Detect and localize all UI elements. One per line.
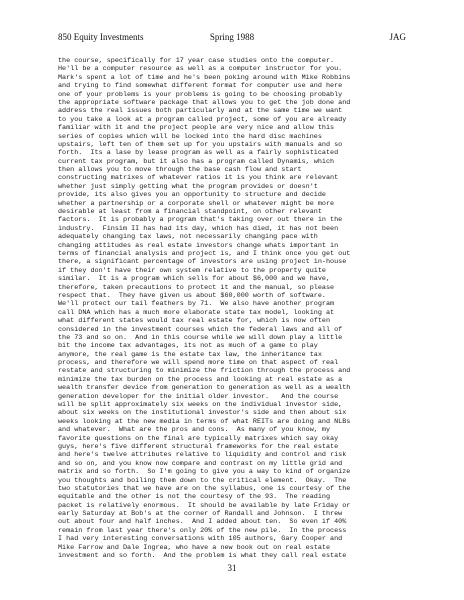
transcript-line: current tax program, but it also has a program called Dynamis, which xyxy=(58,157,335,166)
transcript-line: favorite questions on the final are typically matrixes which say okay xyxy=(58,434,339,443)
transcript-body xyxy=(58,57,414,561)
transcript-line: remain from last year there's only 20% of the new pile. In the process xyxy=(58,526,347,535)
transcript-line: I had very interesting conversations with 105 authors, Gary Cooper and xyxy=(58,535,343,544)
transcript-line: call DNA which has a much more elaborate state tax model, looking at xyxy=(58,308,335,317)
transcript-line: industry. Finsim II has had its day, which has died, it has not been xyxy=(58,224,339,233)
transcript-line: two statutories that we have are on the syllabus, one is courtesy of the xyxy=(58,484,351,493)
page-header xyxy=(58,32,406,44)
transcript-line: desirable at least from a financial standpoint, on other relevant xyxy=(58,208,322,217)
transcript-line: whether a partnership or a corporate shell or whatever might be more xyxy=(58,199,335,208)
transcript-line: and whatever. What are the pros and cons. As many of you know, my xyxy=(58,426,331,435)
transcript-line: He'll be a computer resource as well as a computer instructor for you. xyxy=(58,65,343,74)
transcript-line: generation developer for the initial older investor. And the course xyxy=(58,392,339,401)
transcript-line: one of your problems is your problems is going to be choosing probably xyxy=(58,90,343,99)
transcript-line: respect that. They have given us about $60,000 worth of software. xyxy=(58,291,326,300)
transcript-line: provide, its also gives you an opportunity to structure and decide xyxy=(58,191,326,200)
transcript-line: early Saturday at Bob's at the corner of Randall and Johnson. I threw xyxy=(58,510,343,519)
transcript-line: therefore, taken precautions to protect it and the manual, so please xyxy=(58,283,335,292)
transcript-line: the appropriate software package that allows you to get the job done and xyxy=(58,98,351,107)
transcript-line: adequately changing tax laws, not necessarily changing pace with xyxy=(58,233,318,242)
transcript-line: about six weeks on the institutional investor's side and then about six xyxy=(58,409,347,418)
transcript-line: investment and so forth. And the problem is what they call real estate xyxy=(58,552,347,561)
transcript-line: Mark's spent a lot of time and he's been poking around with Mike Robbins xyxy=(58,73,351,82)
transcript-line: We'll protect our tail feathers by 71. We also have another program xyxy=(58,300,335,309)
transcript-line: familiar with it and the project people are very nice and allow this xyxy=(58,124,335,133)
transcript-line: then allows you to move through the base cash flow and start xyxy=(58,166,302,175)
transcript-line: considered in the investment courses which the federal laws and all of xyxy=(58,325,343,334)
transcript-line: the course, specifically for 17 year case studies onto the computer. xyxy=(58,57,335,65)
transcript-line: forth. Its a lase by lease program as well as a fairly sophisticated xyxy=(58,149,339,158)
transcript-line: minimize the tax burden on the process and looking at real estate as a xyxy=(58,375,343,384)
author-initials: JAG xyxy=(389,32,406,42)
term-label: Spring 1988 xyxy=(209,32,255,42)
transcript-line: will be split approximately six weeks on the individual investor side, xyxy=(58,401,343,410)
transcript-line: Mike Farrow and Dale Ingrea, who have a new book out on real estate xyxy=(58,543,331,552)
course-title: 850 Equity Investments xyxy=(58,32,144,42)
transcript-line: terms of financial analysis and project is, and I think once you get out xyxy=(58,249,351,258)
transcript-line: bit the income tax advantages, its not as much of a game to play xyxy=(58,342,318,351)
transcript-line: weeks looking at the new media in terms of what REITs are doing and NLBs xyxy=(58,417,351,426)
transcript-line: the 73 and so on. And in this course while we will down play a little xyxy=(58,333,343,342)
transcript-line: changing attitudes as real estate investors change whats important in xyxy=(58,241,339,250)
transcript-line: you thoughts and boiling them down to the critical element. Okay. The xyxy=(58,476,347,485)
transcript-line: out about four and half inches. And I added about ten. So even if 40% xyxy=(58,518,347,527)
transcript-line: process, and therefore we will spend more time on that aspect of real xyxy=(58,359,339,368)
transcript-line: equitable and the other is not the courtesy of the 93. The reading xyxy=(58,493,331,502)
transcript-line: what different states would tax real estate for, which is now often xyxy=(58,317,331,326)
transcript-line: and trying to find somewhat different format for computer use and here xyxy=(58,82,343,91)
transcript-line: wealth transfer device from generation to generation as well as a wealth xyxy=(58,384,351,393)
transcript-line: similar. It is a program which sells for about $6,000 and we have, xyxy=(58,275,331,284)
transcript-line: restate and structuring to minimize the friction through the process and xyxy=(58,367,351,376)
transcript-line: whether just simply getting what the program provides or doesn't xyxy=(58,182,318,191)
transcript-line: and so on, and you know now compare and contrast on my little grid and xyxy=(58,459,343,468)
transcript-line: to you take a look at a program called project, some of you are already xyxy=(58,115,347,124)
transcript-line: there, a significant percentage of investors are using project in-house xyxy=(58,258,347,267)
transcript-line: series of copies which will be locked into the hard disc machines xyxy=(58,132,322,141)
transcript-line: packet is relatively enormous. It should be available by late Friday or xyxy=(58,501,351,510)
transcript-line: upstairs, left ten of them set up for you upstairs with manuals and so xyxy=(58,140,343,149)
transcript-line: and here's twelve attributes relative to liquidity and control and risk xyxy=(58,451,347,460)
transcript-line: if they don't have their own system relative to the property quite xyxy=(58,266,326,275)
page-number: 31 xyxy=(227,563,237,573)
transcript-line: factors. It is probably a program that's taking over out there in the xyxy=(58,216,343,225)
transcript-line: matrix and so forth. So I'm going to give you a way to kind of organize xyxy=(58,468,351,477)
transcript-line: address the real issues both particularly and at the same time we want xyxy=(58,107,343,116)
transcript-line: constructing matrixes of whatever ratios it is you think are relevant xyxy=(58,174,339,183)
transcript-line: anymore, the real game is the estate tax law, the inheritance tax xyxy=(58,350,322,359)
transcript-line: guys, here's five different structural frameworks for the real estate xyxy=(58,442,339,451)
